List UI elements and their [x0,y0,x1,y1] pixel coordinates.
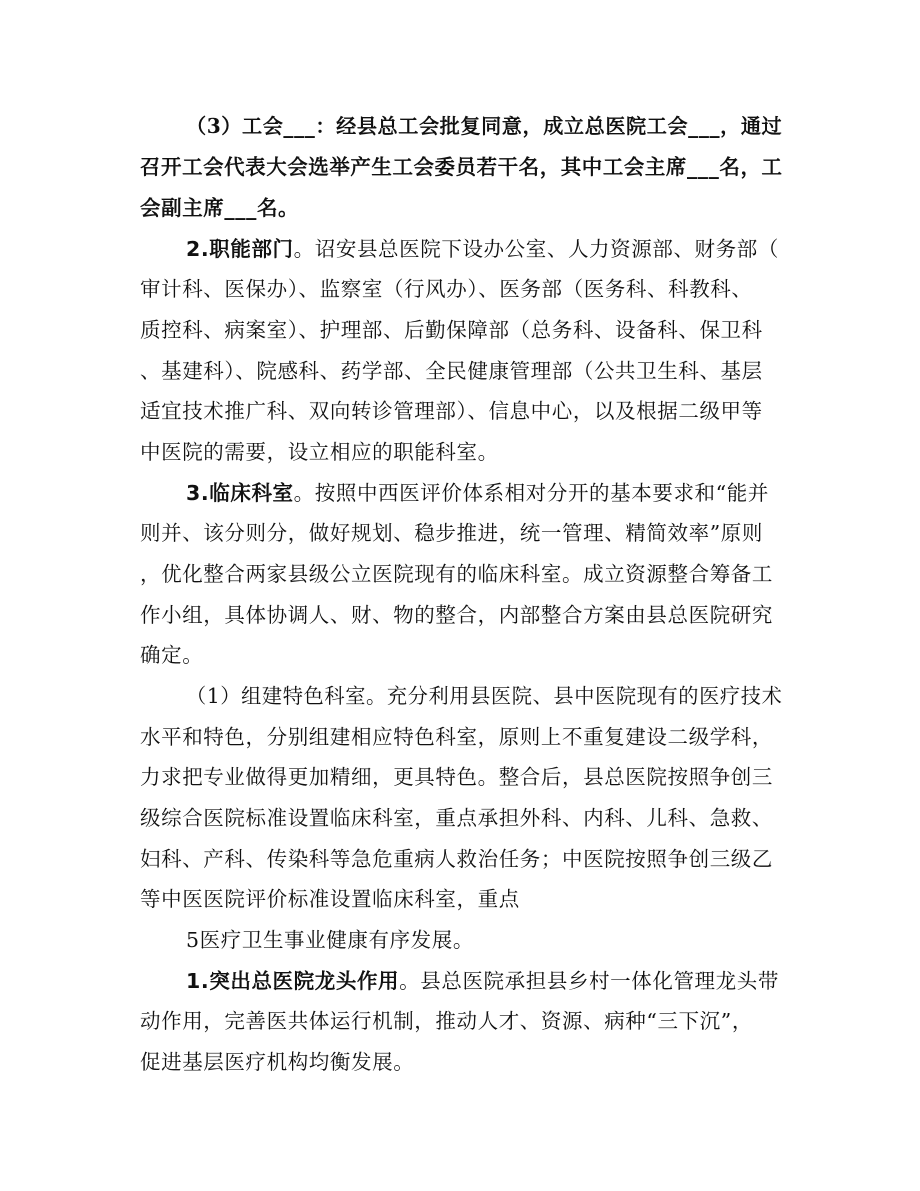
paragraph-2-line-6: 中医院的需要，设立相应的职能科室。 [140,440,499,464]
paragraph-4-line-2: 水平和特色，分别组建相应特色科室，原则上不重复建设二级学科， [140,725,773,749]
paragraph-4-line-5: 妇科、产科、传染科等急危重病人救治任务；中医院按照争创三级乙 [140,847,773,871]
paragraph-3-line-5: 确定。 [140,643,204,667]
paragraph-4-line-3: 力求把专业做得更加精细，更具特色。整合后，县总医院按照争创三 [140,765,773,789]
paragraph-3-line-4: 作小组，具体协调人、财、物的整合，内部整合方案由县总医院研究 [140,603,773,627]
paragraph-6-heading: 1.突出总医院龙头作用 [186,969,400,993]
paragraph-6-line-3: 促进基层医疗机构均衡发展。 [140,1050,415,1074]
paragraph-6-first-rest: 。县总医院承担县乡村一体化管理龙头带 [399,969,779,993]
paragraph-3-line-2: 则并、该分则分，做好规划、稳步推进，统一管理、精简效率”原则 [140,521,763,545]
paragraph-1-line-3: 会副主席___名。 [140,196,300,220]
paragraph-2-line-1 [186,237,779,261]
paragraph-2-heading: 2.职能部门 [186,237,294,261]
paragraph-2-first-rest: 。诏安县总医院下设办公室、人力资源部、财务部（ [293,237,779,261]
paragraph-2-line-5: 适宜技术推广科、双向转诊管理部）、信息中心，以及根据二级甲等 [140,399,763,423]
paragraph-2-line-2: 审计科、医保办）、监察室（行风办）、医务部（医务科、科教科、 [140,277,753,301]
paragraph-3-line-3: ，优化整合两家县级公立医院现有的临床科室。成立资源整合筹备工 [140,562,773,586]
paragraph-3-heading: 3.临床科室 [186,481,294,505]
paragraph-4-line-6: 等中医医院评价标准设置临床科室，重点 [140,887,520,911]
paragraph-3-first-rest: 。按照中西医评价体系相对分开的基本要求和“能并 [293,481,769,505]
paragraph-1-line-2: 召开工会代表大会选举产生工会委员若干名，其中工会主席___名，工 [140,155,783,179]
paragraph-2-line-3: 质控科、病案室）、护理部、后勤保障部（总务科、设备科、保卫科 [140,318,763,342]
paragraph-3-line-1 [186,481,769,505]
paragraph-6-line-2: 动作用，完善医共体运行机制，推动人才、资源、病种“三下沉”， [140,1009,753,1033]
paragraph-5-line-1: 5医疗卫生事业健康有序发展。 [186,928,474,952]
paragraph-1-line-1: （3）工会___：经县总工会批复同意，成立总医院工会___，通过 [186,114,783,138]
paragraph-6-line-1 [186,969,779,993]
paragraph-2-line-4: 、基建科）、院感科、药学部、全民健康管理部（公共卫生科、基层 [140,359,763,383]
paragraph-4-line-4: 级综合医院标准设置临床科室，重点承担外科、内科、儿科、急救、 [140,806,773,830]
paragraph-4-line-1: （1）组建特色科室。充分利用县医院、县中医院现有的医疗技术 [186,684,783,708]
